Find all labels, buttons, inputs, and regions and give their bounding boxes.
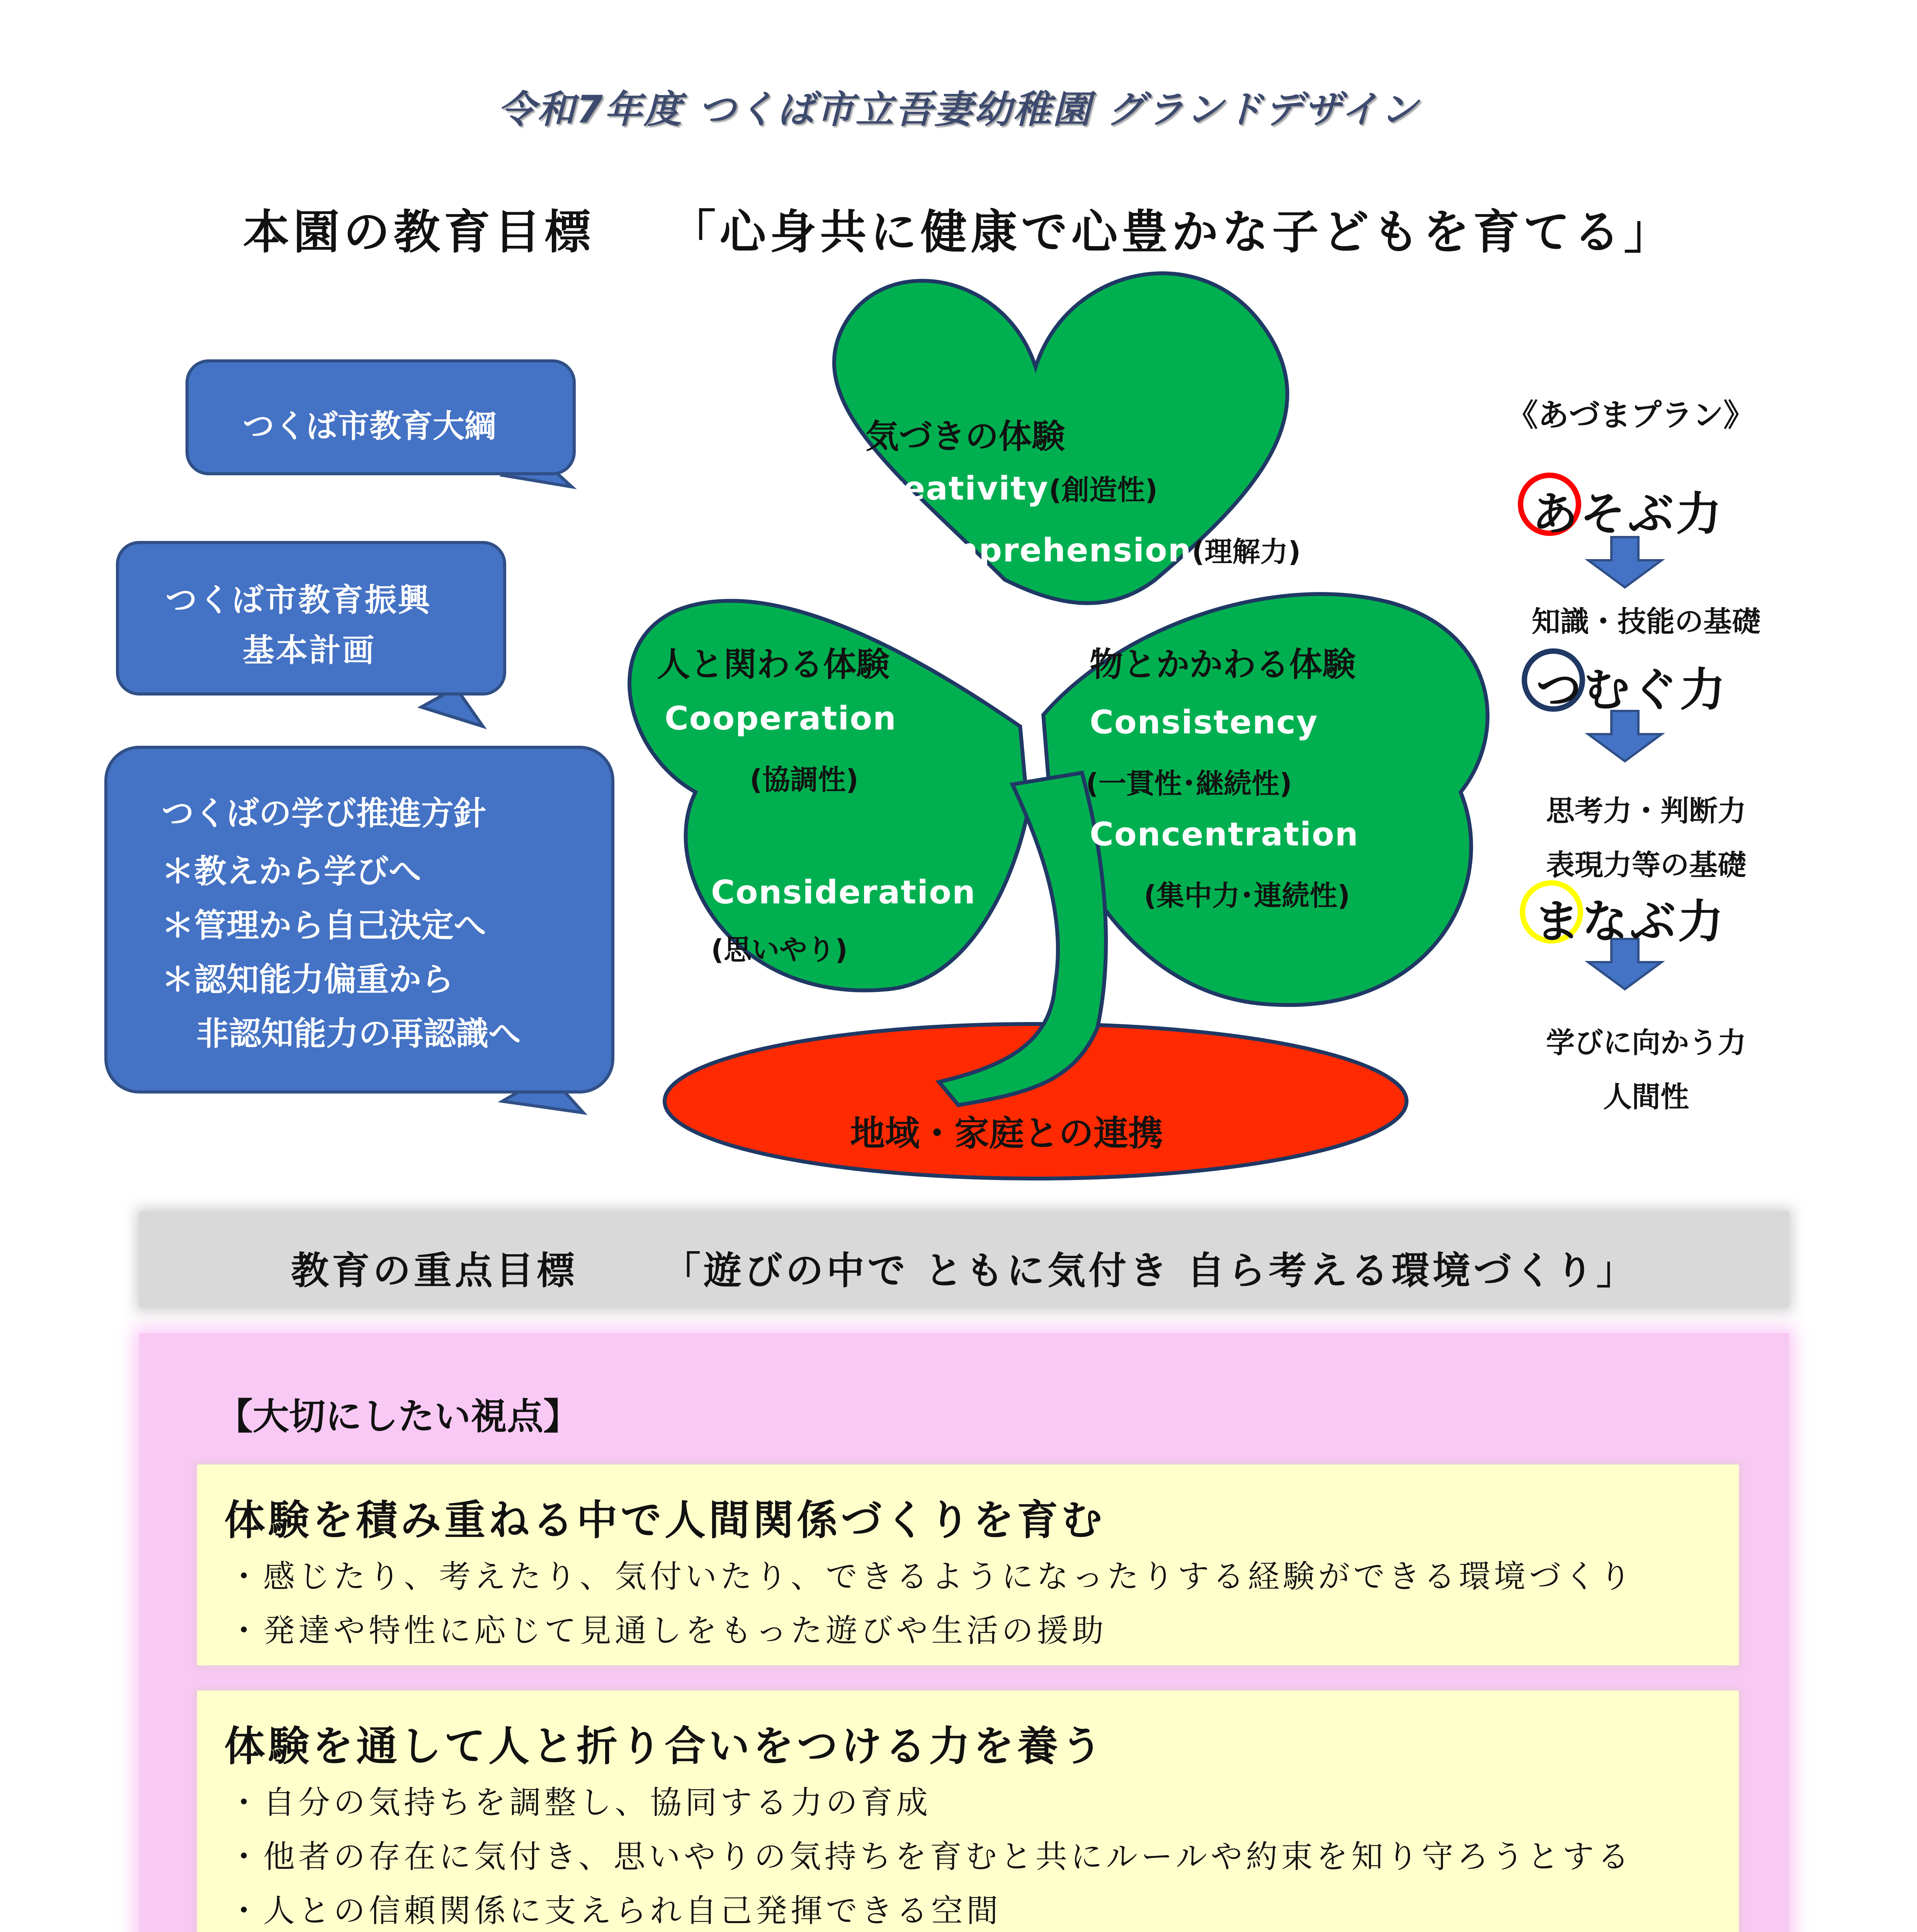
page-title: 令和7年度 つくば市立吾妻幼稚園 グランドデザイン [497,88,1420,132]
clover-top-title: 気づきの体験 [866,417,1065,456]
azuma-mark: あ [1532,487,1580,541]
focus-goal [139,1240,1789,1295]
card-title: 体験を積み重ねる中で人間関係づくりを育む [224,1497,1105,1544]
bubble-line: つくば市教育振興 [165,582,432,619]
azuma-note: 学びに向かう力 [1546,1026,1746,1060]
focus-goal-label: 教育の重点目標 [291,1249,578,1293]
clover-left-en2: Consideration [711,873,976,911]
arrow-down-icon [1588,537,1662,587]
azuma-note: 表現力等の基礎 [1546,849,1746,882]
azuma-note: 人間性 [1603,1080,1689,1114]
azuma-note: 知識・技能の基礎 [1532,605,1761,638]
card-title: 体験を通して人と折り合いをつける力を養う [224,1723,1105,1770]
bubble-line: ＊管理から自己決定へ [162,906,486,944]
card-item: ・人との信頼関係に支えられ自己発揮できる空間 [228,1893,1002,1929]
azuma-step-asobu [1532,477,1724,543]
clover-left-jp1: (協調性) [750,764,859,796]
bubble-line: つくば市教育大綱 [243,408,497,445]
bubble-line: 基本計画 [243,632,376,669]
clover-right-jp1: (一貫性･継続性) [1086,767,1292,800]
viewpoint-card [197,1690,1739,1932]
clover-top-jp2: (理解力) [1192,536,1301,568]
azuma-rest: なぶ力 [1582,895,1726,948]
clover-top-jp1: (創造性) [1049,474,1158,506]
card-item: ・感じたり、考えたり、気付いたり、できるようになったりする経験ができる環境づくり [228,1558,1635,1595]
focus-goal-text: 「遊びの中で ともに気付き 自ら考える環境づくり」 [662,1249,1638,1293]
viewpoint-card [197,1464,1739,1665]
azuma-step-manabu [1534,885,1726,951]
viewpoints-heading: 【大切にしたい視点】 [216,1396,580,1438]
clover-left-jp2: (思いやり) [711,934,848,966]
bubble-line: ＊認知能力偏重から [162,961,454,998]
clover-left-title: 人と関わる体験 [657,645,890,684]
education-goal-label: 本園の教育目標 [243,206,595,259]
clover-right-title: 物とかかわる体験 [1090,645,1356,684]
bubble-line: 非認知能力の再認識へ [196,1015,521,1053]
azuma-step-tsumugu [1536,653,1728,719]
card-item: ・発達や特性に応じて見通しをもった遊びや生活の援助 [228,1612,1107,1649]
clover-base-label: 地域・家庭との連携 [850,1113,1163,1154]
azuma-note: 思考力・判断力 [1546,794,1746,828]
education-goal-text: 「心身共に健康で心豊かな子どもを育てる」 [669,206,1674,259]
bubble-line: ＊教えから学びへ [162,852,422,890]
azuma-rest: そぶ力 [1580,487,1724,541]
azuma-mark: ま [1534,895,1582,948]
clover-left-en1: Cooperation [665,699,897,737]
clover-top-en2: Comprehension [896,531,1192,569]
clover-right-en1: Consistency [1090,703,1318,741]
bubble-line: つくばの学び推進方針 [162,794,486,832]
azuma-plan-title: 《あづまプラン》 [1507,397,1754,433]
azuma-rest: むぐ力 [1584,663,1728,716]
card-item: ・他者の存在に気付き、思いやりの気持ちを育むと共にルールや約束を知り守ろうとする [228,1838,1633,1875]
card-item: ・自分の気持ちを調整し、協同する力の育成 [228,1784,932,1821]
azuma-mark: つ [1536,663,1584,716]
clover-right-en2: Concentration [1090,815,1359,853]
clover-top-en1: Creativity [862,469,1049,507]
clover-right-jp2: (集中力･連続性) [1144,879,1350,912]
